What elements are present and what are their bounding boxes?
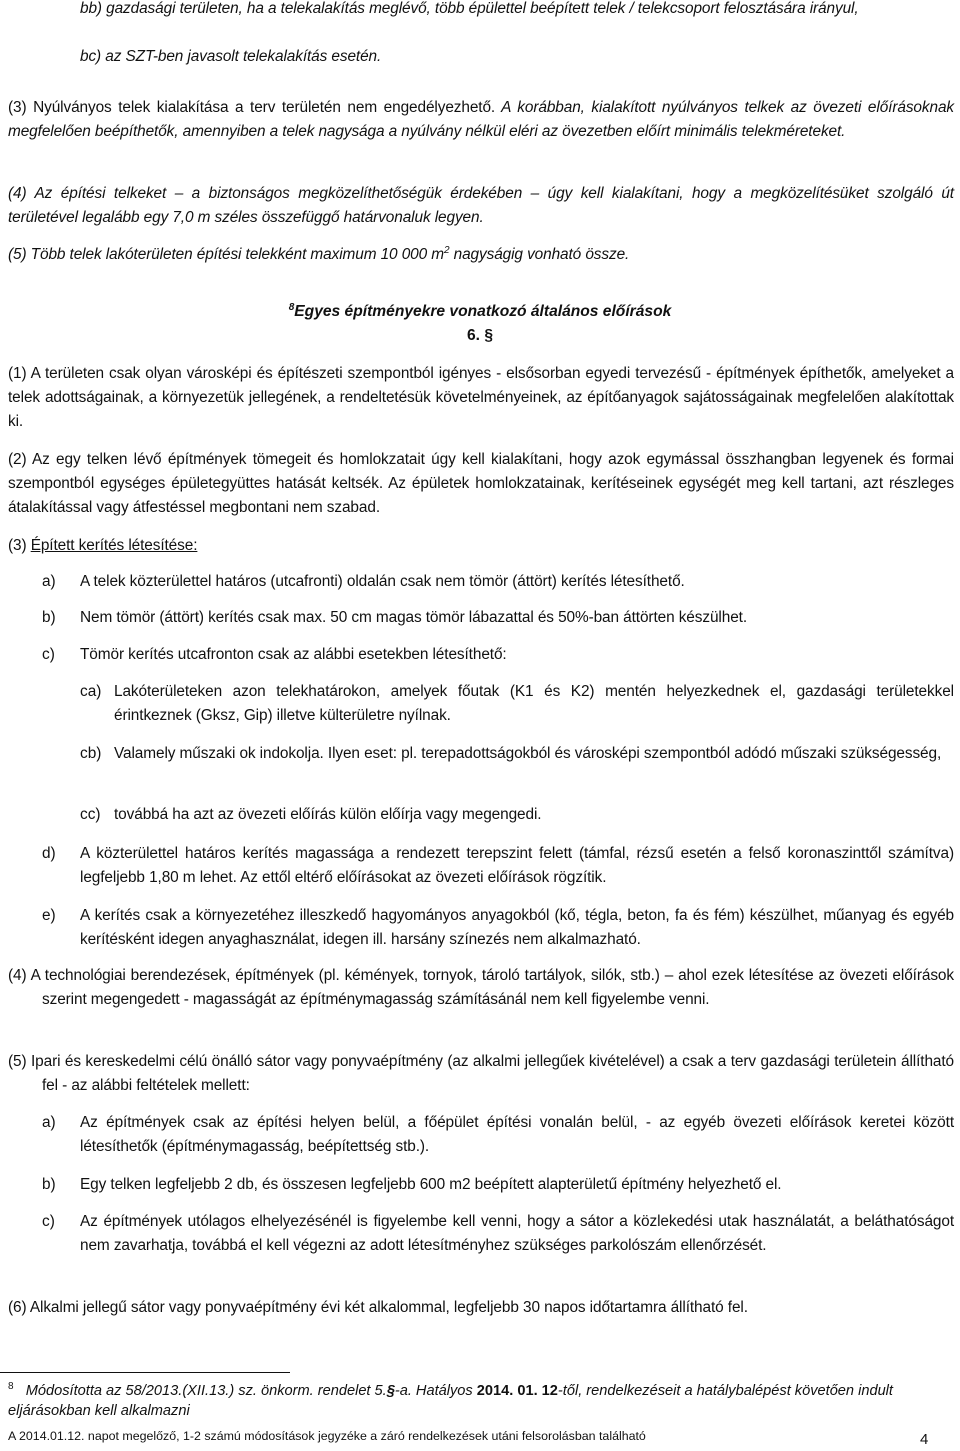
paragraph-5-tail: nagyságig vonható össze.: [449, 246, 630, 263]
footnote-mid: -a. Hatályos: [394, 1383, 477, 1399]
footnote: [8, 1381, 954, 1421]
fence-b-label: b): [42, 609, 56, 626]
paragraph-3-rest: A korábban, kialakított nyúlványos telkek az övezeti előírásoknak megfelelően beépíthetők, amennyiben a telek nagysága a nyúlvány nélkül eléri az övezetben előírt minimális telekméreteket.: [8, 99, 954, 140]
footer-note: A 2014.01.12. napot megelőző, 1-2 számú módosítások jegyzéke a záró rendelkezések utáni felsorolásban található: [8, 1429, 646, 1443]
tent-a-text: Az építmények csak az építési helyen belül, a főépület építési vonalán belül, - az egyéb övezeti előírások keretei között létesíthetők (építménymagasság, beépítettség stb.).: [80, 1114, 954, 1155]
footnote-pre: Módosította az 58/2013.(XII.13.) sz. önkorm. rendelet 5.: [25, 1383, 387, 1399]
footnote-rule: [0, 1372, 290, 1373]
superscript-2: 2: [443, 244, 450, 256]
fence-cc-label: cc): [80, 806, 101, 823]
section-6-3: [8, 534, 954, 558]
section-6-3-title: Épített kerítés létesítése:: [30, 537, 198, 554]
fence-b-text: Nem tömör (áttört) kerítés csak max. 50 cm magas tömör lábazattal és 50%-ban áttörten készülhet.: [80, 609, 748, 626]
fence-c-text: Tömör kerítés utcafronton csak az alábbi esetekben létesíthető:: [80, 646, 507, 663]
section-6-5: (5) Ipari és kereskedelmi célú önálló sátor vagy ponyvaépítmény (az alkalmi jellegűek kivételével) a csak a terv gazdasági területein állítható fel - az alábbi feltételek mellett:: [8, 1053, 954, 1094]
heading-title: Egyes építményekre vonatkozó általános előírások: [294, 303, 672, 320]
fence-d-label: d): [42, 845, 56, 862]
fence-c-label: c): [42, 646, 55, 663]
tent-b-label: b): [42, 1176, 56, 1193]
section-6-4: (4) A technológiai berendezések, építmények (pl. kémények, tornyok, tároló tartályok, silók, stb.) – ahol ezek létesítése az övezeti előírások szerint megengedett - magasságát az építménymagasság számításánál nem kell figyelembe venni.: [8, 967, 954, 1008]
fence-e-label: e): [42, 907, 56, 924]
fence-a-label: a): [42, 573, 56, 590]
tent-a-label: a): [42, 1114, 56, 1131]
section-6-2: (2) Az egy telken lévő építmények tömegeit és homlokzatait úgy kell kialakítani, hogy azok egymással összhangban legyenek és formai szempontból egységes épületegyüttes hatását keltsék. Az épületek homlokzatainak, kerítéseinek egységét meg kell tartani, azt részleges átalakítással vagy átfestéssel megbontani nem szabad.: [8, 451, 954, 516]
fence-a-text: A telek közterülettel határos (utcafronti) oldalán csak nem tömör (áttört) kerítés létesíthető.: [80, 573, 685, 590]
heading-footnote-mark: 8: [288, 301, 295, 313]
fence-cc-text: továbbá ha azt az övezeti előírás külön előírja vagy megengedi.: [114, 806, 542, 823]
paragraph-3-lead: (3) Nyúlványos telek kialakítása a terv területén nem engedélyezhető.: [8, 99, 496, 116]
section-heading: [0, 301, 960, 323]
paragraph-5-text: (5) Több telek lakóterületen építési telekként maximum 10 000 m: [8, 246, 444, 263]
fence-d-text: A közterülettel határos kerítés magassága a rendezett terepszint felett (támfal, rézsű esetén a felső koronaszinttől számítva) legfeljebb 1,80 m lehet. Az ettől eltérő előírásokat az övezeti előírások rögzítik.: [80, 845, 954, 886]
paragraph-5: [8, 243, 954, 267]
paragraph-3: [8, 96, 954, 144]
item-bb: bb) gazdasági területen, ha a telekalakítás meglévő, több épülettel beépített telek / telekcsoport felosztására irányul,: [80, 0, 859, 17]
fence-ca-text: Lakóterületeken azon telekhatárokon, amelyek főutak (K1 és K2) mentén helyezkednek el, gazdasági területekkel érintkeznek (Gksz, Gip) illetve külterületre nyílnak.: [114, 683, 954, 724]
tent-c-text: Az építmények utólagos elhelyezésénél is figyelembe kell venni, hogy a sátor a közlekedési utak használatát, a beláthatóságot nem zavarhatja, továbbá el kell végezni az adott létesítményhez szükséges parkolószám ellenőrzését.: [80, 1213, 954, 1254]
fence-cb-label: cb): [80, 745, 102, 762]
paragraph-4: (4) Az építési telkeket – a biztonságos megközelíthetőségük érdekében – úgy kell kialakítani, hogy a megközelítésüket szolgáló út területével legalább egy 7,0 m széles összefüggő határvonaluk legyen.: [8, 185, 954, 226]
footnote-mark: 8: [8, 1381, 14, 1393]
fence-cb-text: Valamely műszaki ok indokolja. Ilyen eset: pl. terepadottságokból és városképi szempontból adódó műszaki szükségesség,: [114, 745, 942, 762]
item-bc: bc) az SZT-ben javasolt telekalakítás esetén.: [80, 48, 382, 65]
section-6-3-num: (3): [8, 537, 31, 554]
tent-b-text: Egy telken legfeljebb 2 db, és összesen legfeljebb 600 m2 beépített alapterületű építmény helyezhető el.: [80, 1176, 782, 1193]
section-number: 6. §: [466, 327, 493, 344]
footnote-post: -től, rendelkezéseit a hatálybalépést követően indult eljárásokban kell alkalmazni: [8, 1383, 893, 1419]
fence-e-text: A kerítés csak a környezetéhez illeszkedő hagyományos anyagokból (kő, tégla, beton, fa és fém) készülhet, műanyag és egyéb kerítésként idegen anyaghasználat, idegen ill. harsány színezés nem alkalmazható.: [80, 907, 954, 948]
section-6-1: (1) A területen csak olyan városképi és építészeti szempontból igényes - elsősorban egyedi tervezésű - építmények építhetők, amelyeket a telek adottságainak, a környezetük jellegének, a rendeltetésük követelményeinek, az építőanyagok sajátosságainak megfelelően alakítottak ki.: [8, 365, 954, 430]
page-number: 4: [920, 1431, 929, 1448]
footnote-section-sign: §: [386, 1383, 395, 1399]
footnote-date: 2014. 01. 12: [476, 1383, 558, 1399]
tent-c-label: c): [42, 1213, 55, 1230]
section-6-6: (6) Alkalmi jellegű sátor vagy ponyvaépítmény évi két alkalommal, legfeljebb 30 napos időtartamra állítható fel.: [8, 1299, 748, 1316]
fence-ca-label: ca): [80, 683, 102, 700]
